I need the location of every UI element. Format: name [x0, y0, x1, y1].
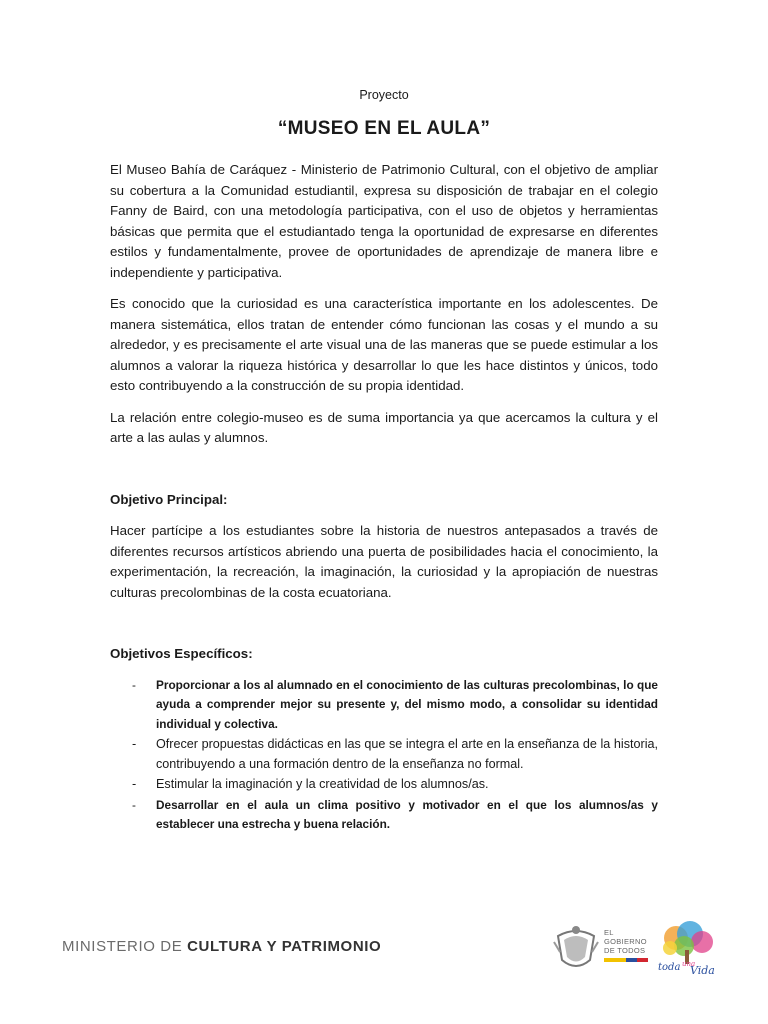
gobierno-de-todos-logo — [604, 928, 648, 964]
intro-paragraph-2: Es conocido que la curiosidad es una característica importante en los adolescentes. De manera sistemática, ellos tratan de entender cómo funcionan las cosas y el mundo a su alrededor, y es precisamente el arte visual una de las maneras que se puede estimular a los alumnos a valorar la riqueza histórica y desarrollar lo que les hace distintos y únicos, todo esto contribuyendo a la construcción de su propia identidad. — [110, 296, 658, 393]
pre-title: Proyecto — [359, 88, 409, 102]
logo-word-1: toda — [658, 962, 681, 973]
list-item: - Ofrecer propuestas didácticas en las que se integra el arte en la enseñanza de la historia, contribuyendo a una formación dentro de la enseñanza no formal. — [110, 735, 658, 774]
logo-word-3: Vida — [690, 964, 715, 976]
intro-paragraph-1: El Museo Bahía de Caráquez - Ministerio de Patrimonio Cultural, con el objetivo de ampliar su cobertura a la Comunidad estudiantil, expresa su disposición de trabajar en el colegio Fanny de Baird, con una metodología participativa, con el uso de objetos y herramientas básicas que permita que el estudiantado tenga la oportunidad de expresarse en diferentes estilos y fundamentalmente, provee de oportunidades de aprendizaje de manera libre e independiente y participativa. — [110, 162, 658, 280]
section-spacer — [110, 460, 658, 490]
ministry-wordmark-light: MINISTERIO DE — [62, 938, 188, 955]
toda-una-vida-tree-logo-icon — [656, 920, 718, 976]
section-spacer — [110, 614, 658, 644]
gov-line-3: DE TODOS — [604, 946, 646, 955]
specific-heading: Objetivos Específicos: — [110, 646, 253, 661]
objective-text: Hacer partícipe a los estudiantes sobre la historia de nuestros antepasados a través de diferentes recursos artísticos abriendo una puerta de posibilidades hacia el conocimiento, la experimentación, la recreación, la imaginación, la curiosidad y la apropiación de nuestras culturas precolombinas de la costa ecuatoriana. — [110, 523, 658, 600]
objective-heading: Objetivo Principal: — [110, 491, 228, 507]
document-body — [110, 160, 658, 836]
footer-logos — [552, 920, 722, 980]
ministry-wordmark-strong: CULTURA Y PATRIMONIO — [187, 938, 382, 955]
gov-line-1: EL — [604, 928, 614, 937]
specific-objectives-list — [110, 676, 658, 835]
flag-stripe-icon — [604, 958, 648, 962]
intro-paragraph-3: La relación entre colegio-museo es de suma importancia ya que acercamos la cultura y el arte a las aulas y alumnos. — [110, 409, 658, 445]
document-title: “MUSEO EN EL AULA” — [277, 118, 491, 139]
ministry-wordmark — [62, 938, 381, 955]
list-item: - Desarrollar en el aula un clima positivo y motivador en el que los alumnos/as y establecer una estrecha y buena relación. — [110, 796, 658, 835]
logo-word-2: una — [682, 960, 696, 968]
list-item: - Estimular la imaginación y la creatividad de los alumnos/as. — [110, 775, 658, 795]
ecuador-coat-of-arms-icon — [552, 922, 600, 974]
list-item: - Proporcionar a los al alumnado en el conocimiento de las culturas precolombinas, lo que ayuda a comprender mejor su presente y, del mismo modo, a consolidar su identidad individual y colectiva. — [110, 676, 658, 735]
gov-line-2: GOBIERNO — [604, 937, 647, 946]
